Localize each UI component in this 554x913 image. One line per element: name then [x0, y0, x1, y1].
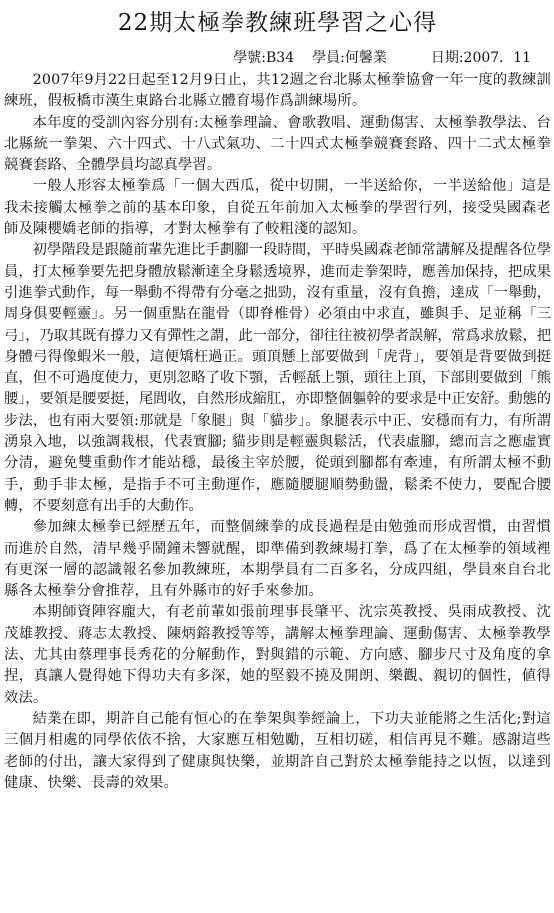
paragraph-course-content: 本年度的受訓內容分別有:太極拳理論、會歌教唱、運動傷害、太極拳教學法、台北縣統一拳架、六十四式、十八式氣功、二十四式太極拳競賽套路、四十二式太極拳競賽套路、全體學員均認真學習。	[4, 114, 551, 174]
document-title: 22期太極拳教練班學習之心得	[117, 10, 438, 36]
paragraph-intro: 2007年9月22日起至12月9日止，共12週之台北縣太極拳協會一年一度的教練訓練班，假板橋市漢生東路台北縣立體育場作爲訓練場所。	[4, 72, 551, 110]
paragraph-experience: 參加練太極拳已經歷五年，而整個練拳的成長過程是由勉強而形成習慣，由習慣而進於自然，清早幾乎鬧鐘未響就醒，即準備到教練場打拳，爲了在太極拳的領域裡有更深一層的認識報名參加教練班，本期學員有二百多名，分成四組，學員來自台北縣各太極拳分會推荐，且有外縣市的好手來參加。	[4, 519, 551, 600]
author-info	[4, 48, 551, 68]
student-name: 學員:何馨業	[312, 50, 387, 66]
paragraph-first-impression: 一般人形容太極拳爲「一個大西瓜，從中切開，一半送給你，一半送給他」這是我未接觸太極拳之前的基本印象，自從五年前加入太極拳的學習行列，接受吳國森老師及陳櫻嬌老師的指導，才對太極拳有了較粗淺的認知。	[4, 178, 551, 238]
paragraph-technique: 初學階段是跟隨前輩先進比手劃腳一段時間，平時吳國森老師常講解及提醒各位學員，打太極拳要先把身體放鬆漸達全身鬆透境界，進而走拳架時，應善加保持，把成果引進拳式動作，每一舉動不得帶有分毫之拙勁，沒有重量，沒有負擔，達成「一舉動，周身俱要輕靈」。另一個重點在龍骨（即脊椎骨）必須由中求直，雖與手、足並稱「三弓」，乃取其既有撐力又有彈性之謂，此一部分，卻往往被初學者誤解，常爲求放鬆，把身體弓得像蝦米一般，這便矯枉過正。頭頂懸上部要做到「虎背」，要領是背要做到挺直，但不可過度使力，更別忽略了收下顎，舌輕舐上顎，頭往上頂，下部則要做到「熊腰」，要領是腰要挺，尾閭收，自然形成縮肛，亦即整個軀幹的要求是中正安舒。動態的步法，也有兩大要領:那就是「象腿」與「貓步」。象腿表示中正、安穩而有力，有所謂湧泉入地，以強調栽根，代表實腳; 貓步則是輕靈與鬆活，代表虛腳，總而言之應虛實分清，避免雙重動作才能站穩，最後主宰於腰，從頭到腳都有牽連，有所謂太極不動手，動手非太極，是指手不可主動運作，應隨腰腿順勢動盪，鬆柔不使力，要配合腰轉，不要刻意有出手的大動作。	[4, 242, 551, 514]
paragraph-teachers: 本期師資陣容龐大，有老前輩如張前理事長肇平、沈宗英教授、吳雨成教授、沈茂雄教授、蔣志太教授、陳炳鎔教授等等，講解太極拳理論、運動傷害、太極拳教學法、尤其由蔡理事長秀花的分解動作，對與錯的示範、方向感、腳步尺寸及角度的拿捏，真讓人覺得她下得功夫有多深，她的堅毅不撓及開朗、樂觀、親切的個性，値得效法。	[4, 604, 551, 706]
student-number: 學號:B34	[233, 50, 295, 66]
document-date: 日期:2007．11	[430, 50, 531, 66]
paragraph-conclusion: 結業在即，期許自己能有恒心的在拳架與拳經論上，下功夫並能將之生活化;對這三個月相處的同學依依不捨，大家應互相勉勵，互相切磋，相信再見不難。感謝這些老師的付出，讓大家得到了健康與快樂，並期許自己對於太極拳能持之以恆，以達到健康、快樂、長壽的效果。	[4, 710, 551, 791]
